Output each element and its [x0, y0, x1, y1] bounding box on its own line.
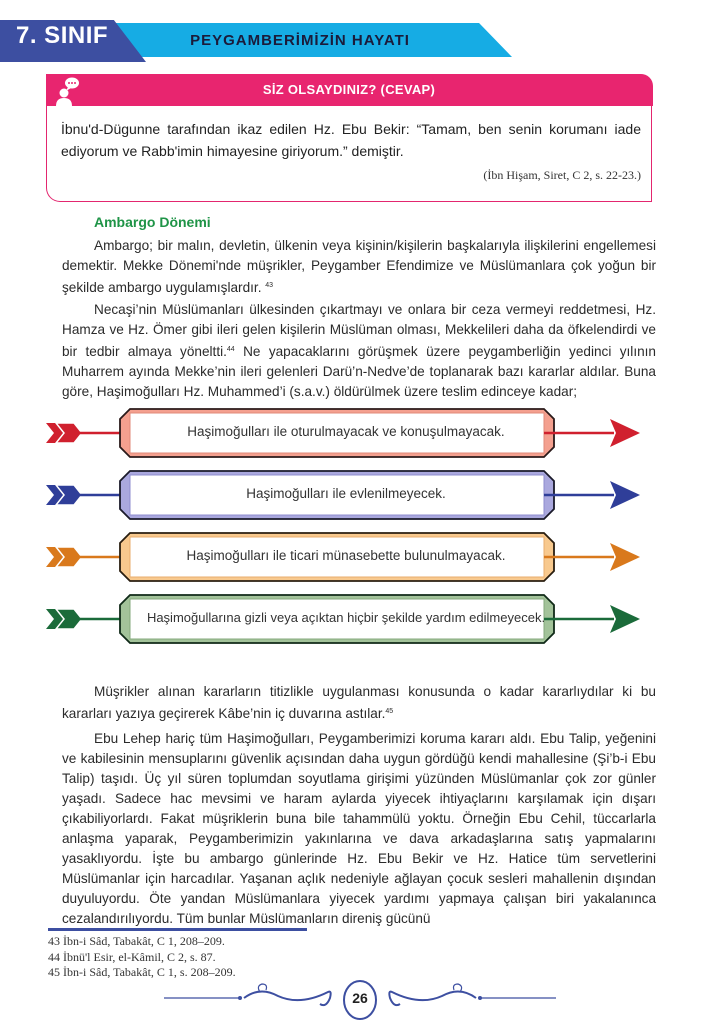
- answer-box: [46, 74, 652, 202]
- decision-text: Haşimoğulları ile evlenilmeyecek.: [246, 486, 446, 501]
- footnotes: [48, 934, 236, 981]
- paragraph-3: [62, 682, 656, 724]
- footnote-ref[interactable]: 45: [385, 708, 394, 715]
- answer-box-title: SİZ OLSAYDINIZ? (CEVAP): [262, 82, 436, 97]
- paragraph-text-cont: Ne yapacaklarını görüşmek üzere peygamberliğin yedinci yılının Muharrem ayında Mekke’nin ileri gelenleri Darü’n-Nedve’de toplanarak bazı kararlar aldılar. Buna göre, Haşimoğulları Hz. Muhammed’i (s.a.v.) öldürülmek üzere teslim edinceye kadar;: [62, 344, 656, 399]
- footnote-45: 45 İbn-i Sâd, Tabakât, C 1, s. 208–209.: [48, 965, 236, 979]
- paragraph-2: [62, 300, 656, 402]
- page-header: [0, 0, 726, 62]
- decision-item: [44, 593, 644, 645]
- paragraph-text: Müşrikler alınan kararların titizlikle uygulanması konusunda o kadar kararlıydılar ki bu kararları yazıya geçirerek Kâbe’nin iç duvarına astılar.: [62, 684, 656, 721]
- paragraph-4: [62, 729, 656, 929]
- answer-box-text: İbnu'd-Dügunne tarafından ikaz edilen Hz. Ebu Bekir: “Tamam, ben senin korumanı iade ediyorum ve Rabb'imin himayesine giriyorum.” demiştir.: [61, 121, 641, 159]
- section-title: Ambargo Dönemi: [94, 214, 211, 230]
- decision-text: Haşimoğulları ile oturulmayacak ve konuşulmayacak.: [187, 424, 505, 439]
- footnote-divider: [48, 928, 307, 931]
- answer-box-header: [46, 74, 653, 106]
- answer-box-source: (İbn Hişam, Siret, C 2, s. 22-23.): [483, 168, 641, 182]
- grade-label: 7. SINIF: [16, 22, 109, 49]
- paragraph-text: Ebu Lehep hariç tüm Haşimoğulları, Peygamberimizi koruma kararı aldı. Ebu Talip, yeğenini ve kabilesinin mensuplarını güvenlik açısından daha uygun gördüğü kendi mahallesine (Şi’b-i Ebu Talip) taşıdı. Üç yıl süren toplumdan soyutlama girişimi yüzünden Müslümanlar çok zor günler yaşadı. Sadece hac mevsimi ve haram aylarda yiyecek ihtiyaçlarını karşılamak için dışarı çıkabiliyorlardı. Fakat müşriklerin buna bile tahammülü yoktu. Örneğin Ebu Cehil, tüccarlarla anlaşma yaparak, Peygamberimizin yakınlarına ve dava arkadaşlarına satış yapmalarını yasaklıyordu. İşte bu ambargo günlerinde Hz. Ebu Bekir ve Hz. Hatice tüm servetlerini Müslümanlar için harcadılar. Yaşanan açlık nedeniyle ağlayan çocuk sesleri mahallenin dışından duyuluyordu. Öte yandan Müslümanlara yiyecek yardımı yapmaya çalışan biri yakalanınca cezalandırılıyordu. Tüm bunlar Müslümanların direniş gücünü: [62, 731, 656, 926]
- page-number: 26: [352, 990, 368, 1006]
- footnote-ref[interactable]: 43: [265, 282, 274, 289]
- decision-item: [44, 531, 644, 583]
- decision-item: [44, 469, 644, 521]
- decision-item: [44, 407, 644, 459]
- book-title: PEYGAMBERİMİZİN HAYATI: [190, 32, 410, 49]
- decision-text: Haşimoğullarına gizli veya açıktan hiçbir şekilde yardım edilmeyecek.: [146, 610, 546, 625]
- paragraph-text: Ambargo; bir malın, devletin, ülkenin veya kişinin/kişilerin başkalarıyla ilişkilerini engellemesi demektir. Mekke Dönemi'nde müşrikler, Peygamber Efendimize ve Müslümanlara çok yoğun bir şekilde ambargo uygulamışlardır.: [62, 238, 656, 295]
- decision-text: Haşimoğulları ile ticari münasebette bulunulmayacak.: [186, 548, 506, 563]
- paragraph-text: Necaşi’nin Müslümanları ülkesinden çıkartmayı ve onlara bir ceza vermeyi reddetmesi, Hz. Hamza ve Hz. Ömer gibi ileri gelen kişilerin Müslüman olması, Mekkelileri daha da öfkelendirdi ve bir tedbir almaya yöneltti.: [62, 302, 656, 359]
- footnote-44: 44 İbnü'l Esir, el-Kâmil, C 2, s. 87.: [48, 949, 216, 964]
- footnote-ref[interactable]: 44: [226, 346, 235, 353]
- footnote-43: 43 İbn-i Sâd, Tabakât, C 1, 208–209.: [48, 934, 225, 948]
- paragraph-1: [62, 236, 656, 298]
